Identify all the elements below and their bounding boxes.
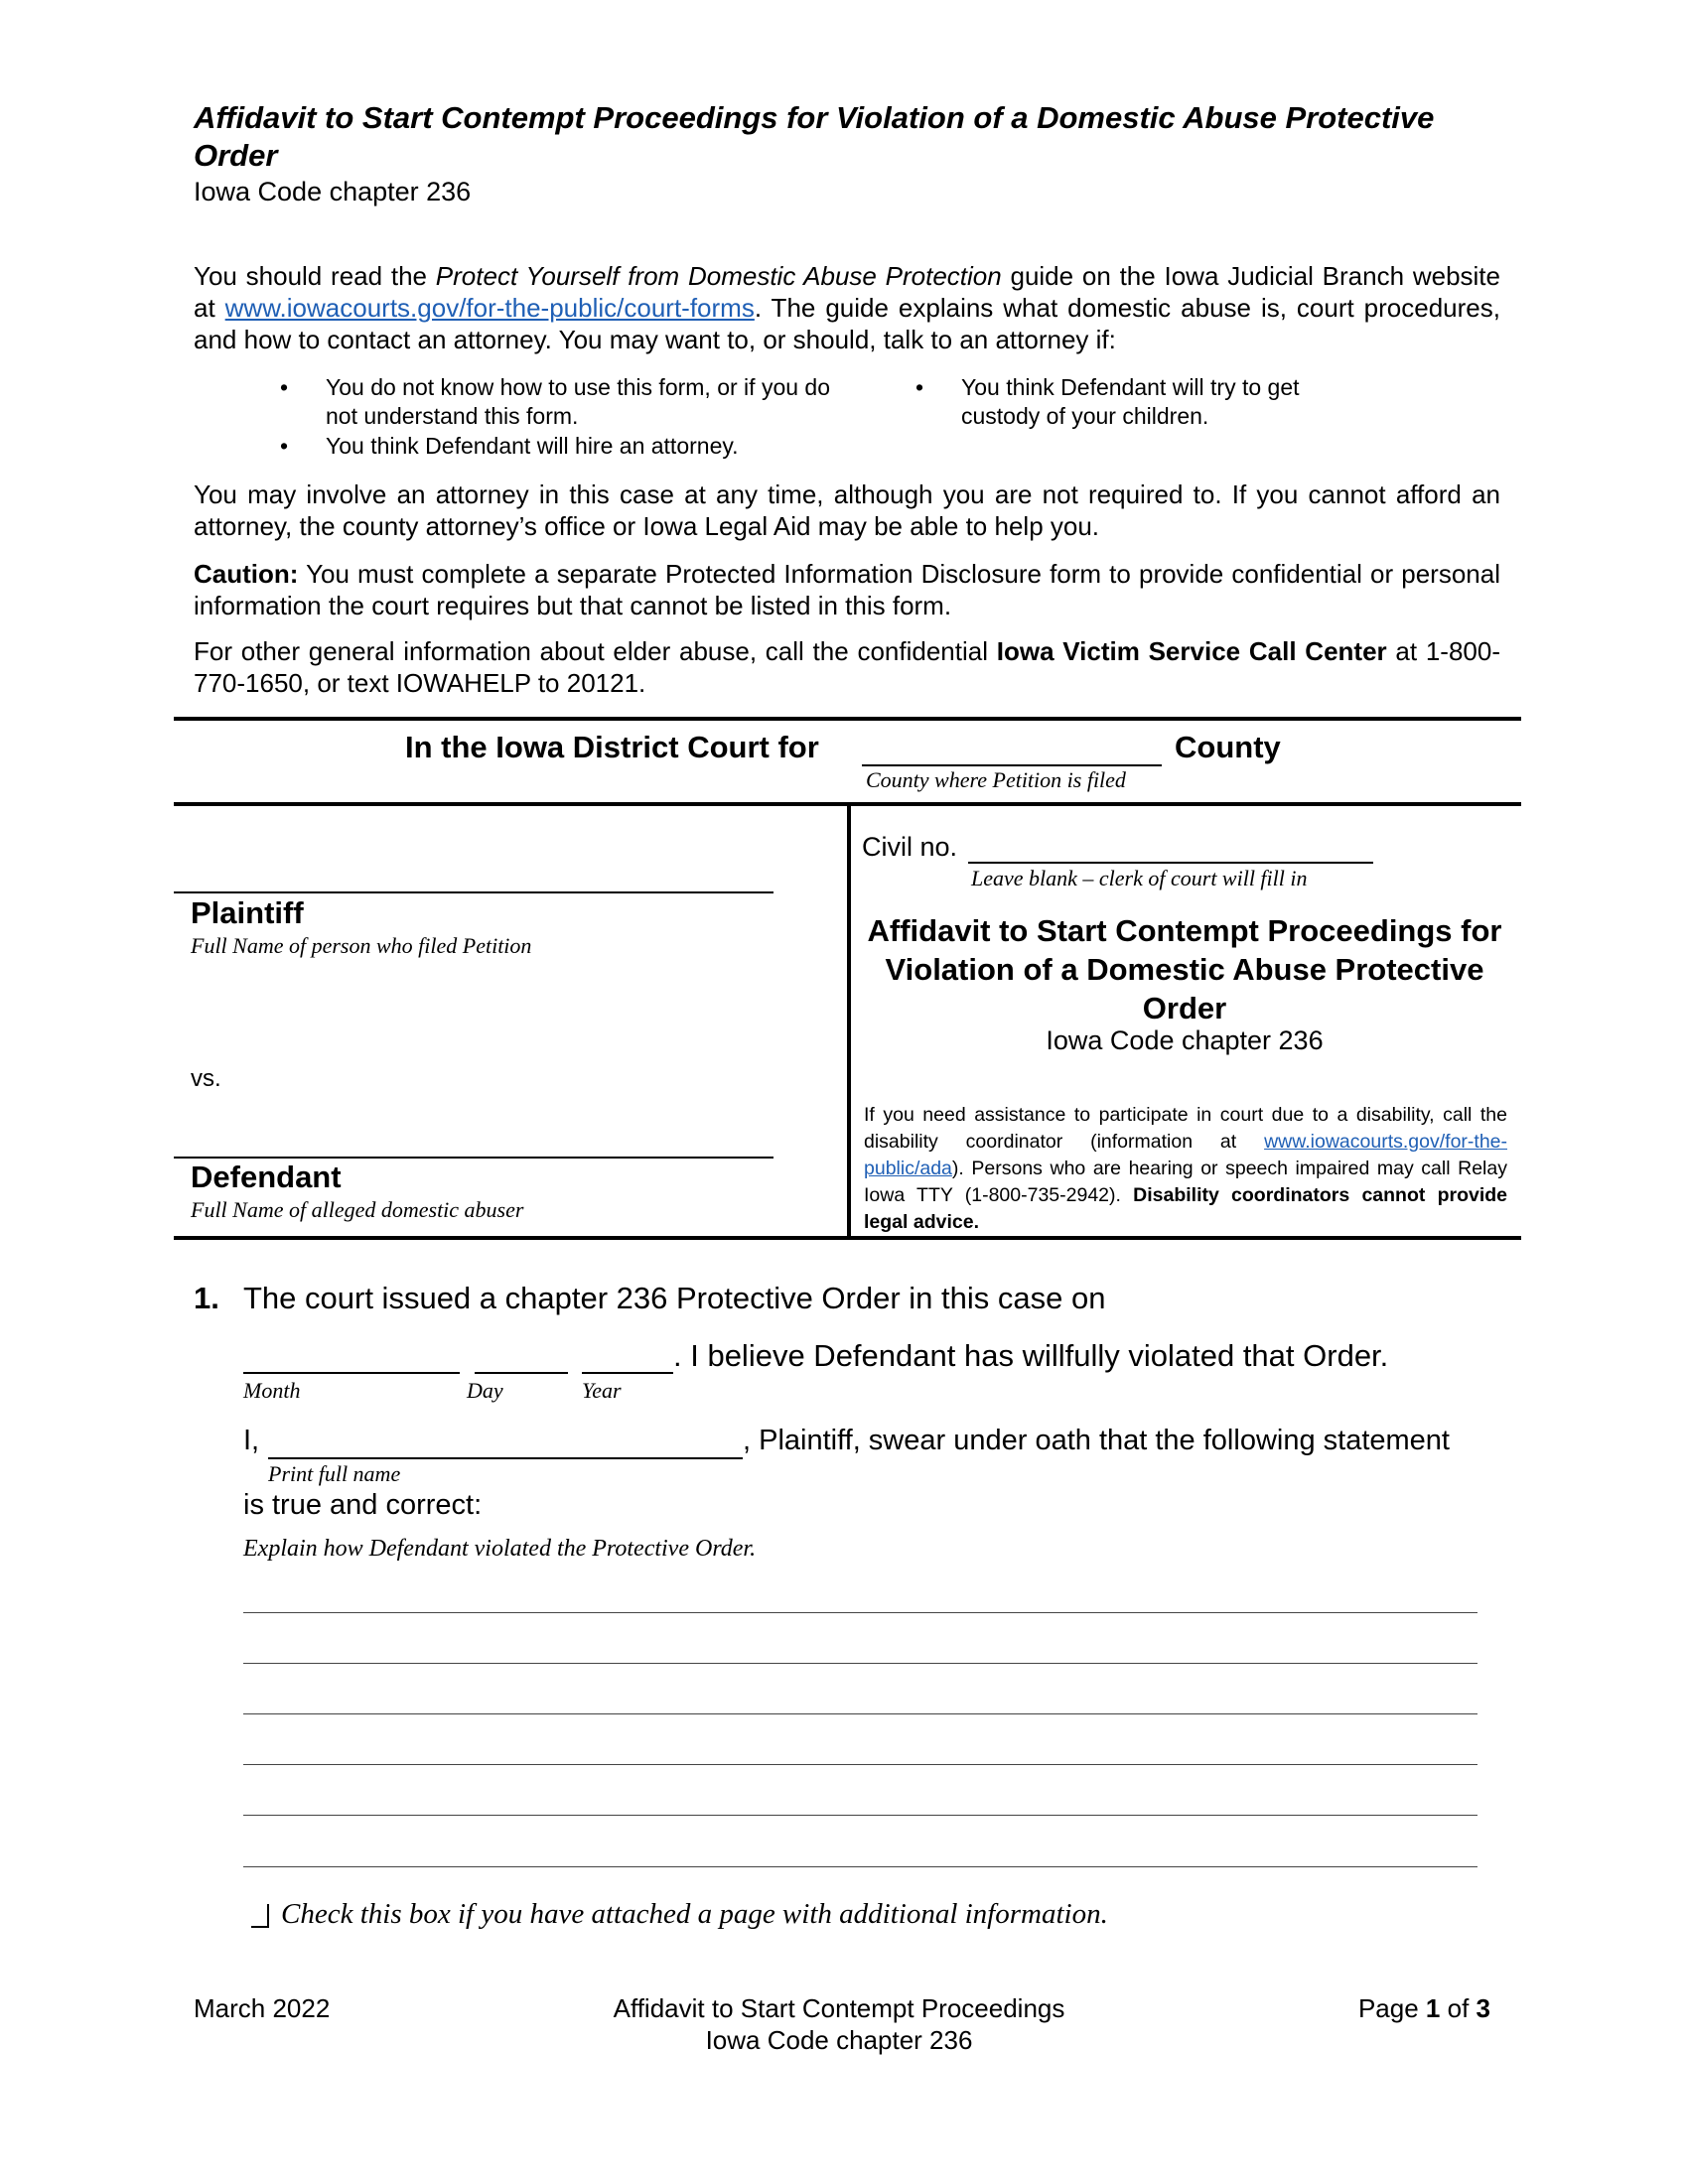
bullet-item: • You do not know how to use this form, or if you do not understand this form. (280, 374, 830, 429)
year-field[interactable] (582, 1372, 673, 1374)
caption-form-code: Iowa Code chapter 236 (1046, 1025, 1324, 1055)
explanation-line[interactable] (243, 1612, 1477, 1613)
defendant-name-field[interactable] (174, 1157, 774, 1159)
explanation-line[interactable] (243, 1663, 1477, 1664)
attorney-paragraph: You may involve an attorney in this case at any time, although you are not required to. If you cannot afford an attorney, the county attorney’s office or Iowa Legal Aid may be able to help you. (194, 479, 1500, 541)
caption-form-title: Affidavit to Start Contempt Proceedings for Violation of a Domestic Abuse Protective Order (867, 913, 1502, 1025)
caption-top-rule (174, 717, 1521, 721)
county-field[interactable] (862, 764, 1162, 766)
civil-number-label: Civil no. (862, 832, 958, 862)
attachment-checkbox[interactable] (251, 1904, 269, 1928)
violation-statement: . I believe Defendant has willfully violated that Order. (673, 1338, 1389, 1373)
guide-title: Protect Yourself from Domestic Abuse Protection (435, 261, 1002, 291)
day-hint: Day (467, 1378, 503, 1403)
plaintiff-full-name-field[interactable] (268, 1457, 743, 1459)
plaintiff-name-field[interactable] (174, 891, 774, 893)
page-number: Page 1 of 3 (1357, 1993, 1490, 2023)
year-hint: Year (582, 1378, 622, 1403)
month-hint: Month (243, 1378, 301, 1403)
court-label: In the Iowa District Court for (405, 730, 819, 764)
plaintiff-label: Plaintiff (191, 895, 304, 930)
explanation-line[interactable] (243, 1866, 1477, 1867)
civil-number-field[interactable] (968, 862, 1373, 864)
caution-paragraph: Caution: You must complete a separate Protected Information Disclosure form to provide confidential or personal information the court requires but that cannot be listed in this form. (194, 559, 1500, 620)
oath-text: , Plaintiff, swear under oath that the following statement (743, 1425, 1450, 1456)
section-text: The court issued a chapter 236 Protective Order in this case on (243, 1281, 1106, 1315)
month-field[interactable] (243, 1372, 460, 1374)
defendant-hint: Full Name of alleged domestic abuser (191, 1197, 524, 1222)
versus-label: vs. (191, 1065, 221, 1092)
form-title: Affidavit to Start Contempt Proceedings for Violation of a Domestic Abuse Protective Order (194, 100, 1435, 173)
explanation-line[interactable] (243, 1815, 1477, 1816)
section-number: 1. (194, 1281, 219, 1315)
ada-link[interactable]: www.iowacourts.gov/for-the-public/ada (864, 1131, 1507, 1179)
footer-code: Iowa Code chapter 236 (705, 2025, 973, 2055)
explain-hint: Explain how Defendant violated the Protective Order. (243, 1536, 757, 1562)
attachment-checkbox-label: Check this box if you have attached a page with additional information. (281, 1898, 1108, 1930)
footer-title: Affidavit to Start Contempt Proceedings (613, 1993, 1065, 2023)
bullet-item: • You think Defendant will try to get custody of your children. (915, 374, 1300, 429)
explanation-line[interactable] (243, 1713, 1477, 1714)
form-code: Iowa Code chapter 236 (194, 177, 472, 206)
defendant-label: Defendant (191, 1160, 342, 1194)
civil-number-hint: Leave blank – clerk of court will fill in (971, 866, 1308, 890)
county-hint: County where Petition is filed (866, 767, 1126, 792)
court-forms-link[interactable]: www.iowacourts.gov/for-the-public/court-forms (224, 293, 755, 323)
bullet-item: • You think Defendant will hire an attorney. (280, 433, 739, 459)
intro-paragraph: You should read the Protect Yourself from Domestic Abuse Protection guide on the Iowa Judicial Branch website at www.iowacourts.gov/for-the-public/court-forms. The guide explains what domestic abuse is, court procedures, and how to contact an attorney. You may want to, or should, talk to an attorney if: (194, 261, 1500, 354)
explanation-line[interactable] (243, 1764, 1477, 1765)
ada-notice: If you need assistance to participate in court due to a disability, call the disability coordinator (information at www.iowacourts.gov/for-the-public/ada). Persons who are hearing or speech impaired may call Relay Iowa TTY (1-800-735-2942). Disability coordinators cannot provide legal advice. (864, 1104, 1507, 1233)
plaintiff-hint: Full Name of person who filed Petition (191, 933, 532, 958)
day-field[interactable] (475, 1372, 568, 1374)
full-name-hint: Print full name (268, 1461, 401, 1486)
footer-date: March 2022 (194, 1993, 331, 2023)
call-center-paragraph: For other general information about elder abuse, call the confidential Iowa Victim Service Call Center at 1-800-770-1650, or text IOWAHELP to 20121. (194, 636, 1500, 698)
oath-continued: is true and correct: (243, 1489, 483, 1521)
county-label: County (1175, 730, 1281, 764)
caution-label: Caution: (194, 559, 299, 589)
caption-divider (847, 802, 851, 1240)
oath-prefix: I, (243, 1425, 260, 1456)
